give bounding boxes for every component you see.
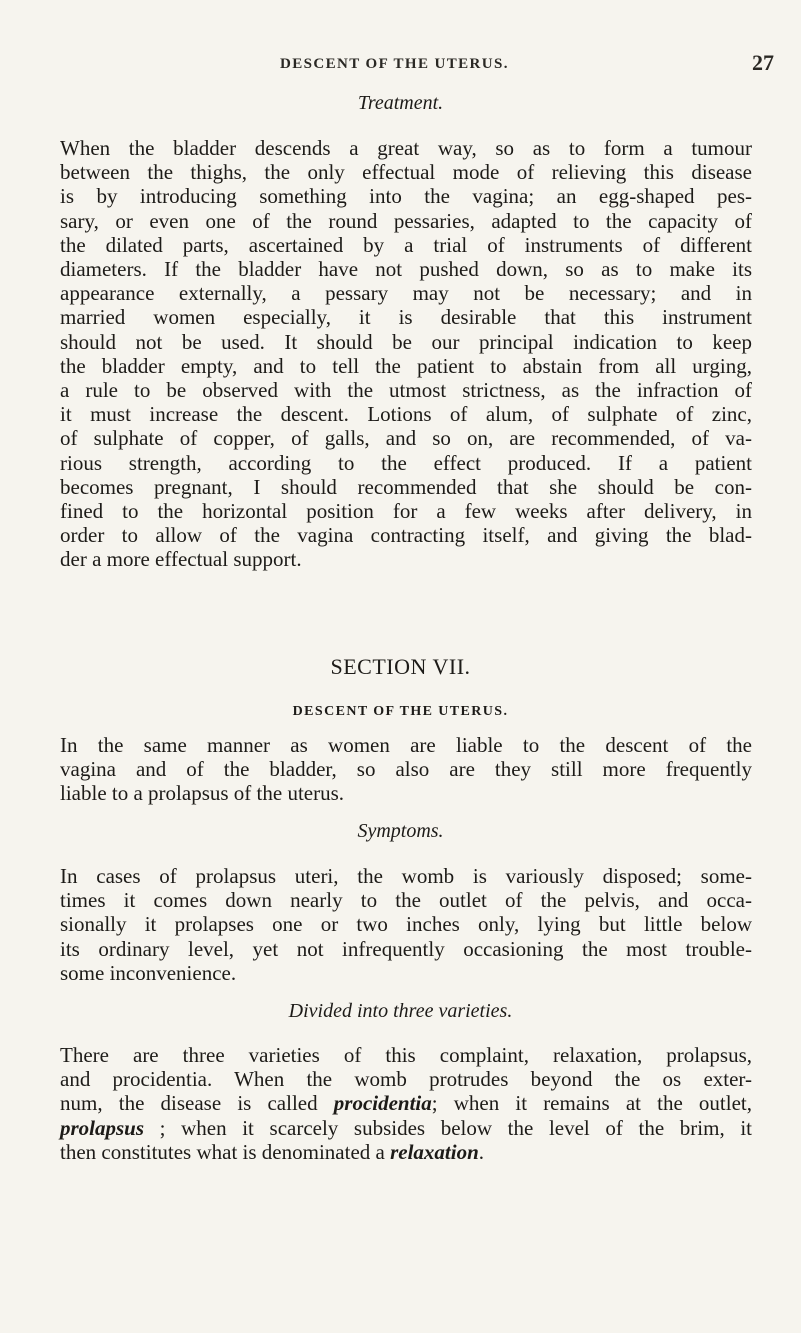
text-line: the bladder empty, and to tell the patient to abstain from all urging, [60,353,752,378]
term-prolapsus: prolapsus [60,1115,145,1140]
text-line: fined to the horizontal position for a few weeks after delivery, in [60,499,752,524]
text-segment: then constitutes what is denominated a [60,1139,391,1164]
text-segment: ; when it scarcely subsides below the level of the brim, it [144,1115,752,1140]
term-procidentia: procidentia [333,1091,432,1116]
text-line [60,1091,752,1115]
text-line: between the thighs, the only effectual mode of relieving this disease [60,160,752,185]
text-line: a rule to be observed with the utmost strictness, as the infraction of [60,378,752,403]
treatment-heading: Treatment. [357,92,444,114]
text-line [60,1116,752,1140]
text-segment: num, the disease is called [60,1091,334,1116]
text-line: liable to a prolapsus of the uterus. [60,781,345,806]
term-relaxation: relaxation [390,1139,479,1164]
section-intro-paragraph [60,733,752,806]
treatment-paragraph [60,136,752,572]
varieties-paragraph [60,1043,752,1164]
text-segment: ; when it remains at the outlet, [431,1091,752,1116]
text-line: When the bladder descends a great way, so as to form a tumour [60,136,752,160]
text-line: diameters. If the bladder have not pushed down, so as to make its [60,257,752,282]
text-line: becomes pregnant, I should recommended that she should be con- [60,474,752,499]
text-line: it must increase the descent. Lotions of alum, of sulphate of zinc, [60,402,752,427]
text-line: order to allow of the vagina contracting itself, and giving the blad- [60,523,752,548]
symptoms-paragraph [60,864,752,985]
section-subtitle: DESCENT OF THE UTERUS. [292,704,509,719]
text-line: of sulphate of copper, of galls, and so on, are recommended, of va- [60,426,752,451]
text-line: some inconvenience. [60,960,237,985]
text-line: vagina and of the bladder, so also are they still more frequently [60,757,752,782]
page-number: 27 [752,50,774,75]
text-line: married women especially, it is desirable that this instrument [60,305,752,330]
text-line: der a more effectual support. [60,547,302,572]
text-line: and procidentia. When the womb protrudes beyond the os exter- [60,1067,752,1092]
text-line: In the same manner as women are liable to the descent of the [60,733,752,757]
varieties-heading: Divided into three varieties. [288,1000,513,1022]
text-line: is by introducing something into the vagina; an egg-shaped pes- [60,184,752,209]
text-line: its ordinary level, yet not infrequently occasioning the most trouble- [60,936,752,961]
text-line: sionally it prolapses one or two inches only, lying but little below [60,912,752,937]
running-head: DESCENT OF THE UTERUS. [280,56,509,72]
text-line: There are three varieties of this complaint, relaxation, prolapsus, [60,1043,752,1067]
text-segment: . [478,1139,485,1164]
text-line: appearance externally, a pessary may not be necessary; and in [60,281,752,306]
text-line: should not be used. It should be our principal indication to keep [60,329,752,354]
symptoms-heading: Symptoms. [357,820,444,842]
text-line: times it comes down nearly to the outlet of the pelvis, and occa- [60,888,752,913]
section-title: SECTION VII. [330,654,471,679]
text-line: rious strength, according to the effect produced. If a patient [60,450,752,475]
text-line: the dilated parts, ascertained by a trial of instruments of different [60,232,752,257]
text-line [60,1140,752,1164]
text-line: In cases of prolapsus uteri, the womb is variously disposed; some- [60,864,752,888]
text-line: sary, or even one of the round pessaries, adapted to the capacity of [60,208,752,233]
